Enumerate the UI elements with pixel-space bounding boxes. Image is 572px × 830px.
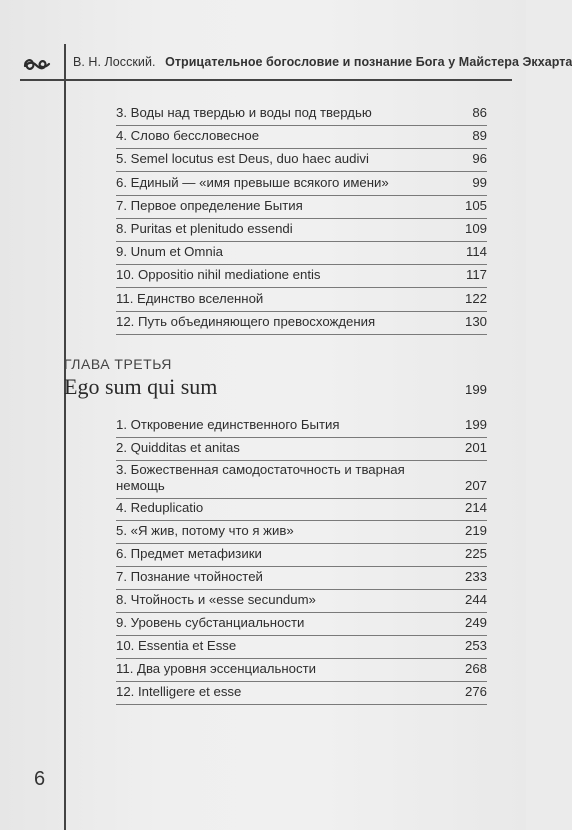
toc-divider <box>116 311 487 312</box>
toc-divider <box>116 195 487 196</box>
toc-entry <box>116 267 487 283</box>
toc-divider <box>116 704 487 705</box>
toc-divider <box>116 681 487 682</box>
toc-entry <box>116 592 487 608</box>
toc-entry-page: 268 <box>464 661 487 676</box>
toc-entry-label: 3. Божественная самодостаточность и тварная немощь <box>116 462 405 493</box>
header-author: В. Н. Лосский. <box>73 55 156 69</box>
toc-entry-label: 5. Semel locutus est Deus, duo haec audivi <box>116 151 369 166</box>
toc-entry-label: 7. Познание чтойностей <box>116 569 263 584</box>
toc-entry-label: 9. Уровень субстанциальности <box>116 615 305 630</box>
toc-divider <box>116 264 487 265</box>
toc-entry-page: 89 <box>472 128 487 143</box>
toc-entry <box>116 128 487 144</box>
toc-entry-page: 225 <box>464 546 487 561</box>
toc-entry-page: 99 <box>472 175 487 190</box>
toc-entry-label: 2. Quidditas et anitas <box>116 440 240 455</box>
toc-entry-page: 117 <box>465 267 487 282</box>
toc-entry <box>116 638 487 654</box>
header-rule <box>20 79 512 81</box>
toc-divider <box>116 658 487 659</box>
toc-entry-page: 86 <box>472 105 487 120</box>
toc-entry <box>116 440 487 456</box>
toc-entry-label: 11. Единство вселенной <box>116 291 264 306</box>
toc-entry-page: 109 <box>464 221 487 236</box>
toc-entry <box>116 523 487 539</box>
toc-entry-page: 244 <box>464 592 487 607</box>
toc-entry-label: 4. Reduplicatio <box>116 500 204 515</box>
toc-entry-label: 8. Чтойность и «esse secundum» <box>116 592 316 607</box>
toc-entry-page: 219 <box>464 523 487 538</box>
toc-entry <box>116 151 487 167</box>
toc-entry-label: 12. Путь объединяющего превосхождения <box>116 314 376 329</box>
toc-divider <box>116 287 487 288</box>
margin-rule <box>64 44 66 830</box>
toc-divider <box>116 334 487 335</box>
toc-entry-page: 201 <box>464 440 487 455</box>
toc-entry <box>116 417 487 433</box>
toc-entry-label: 10. Oppositio nihil mediatione entis <box>116 267 321 282</box>
toc-entry <box>116 314 487 330</box>
toc-divider <box>116 543 487 544</box>
toc-divider <box>116 171 487 172</box>
toc-entry <box>116 684 487 700</box>
toc-divider <box>116 520 487 521</box>
toc-entry <box>116 105 487 121</box>
toc-entry-label: 5. «Я жив, потому что я жив» <box>116 523 294 538</box>
toc-entry-label: 7. Первое определение Бытия <box>116 198 303 213</box>
toc-entry-label: 4. Слово бессловесное <box>116 128 260 143</box>
toc-entry-page: 122 <box>464 291 487 306</box>
toc-entry-page: 114 <box>465 244 487 259</box>
toc-entry-label: 1. Откровение единственного Бытия <box>116 417 340 432</box>
toc-divider <box>116 498 487 499</box>
toc-divider <box>116 566 487 567</box>
running-header <box>73 55 572 69</box>
toc-divider <box>116 437 487 438</box>
toc-divider <box>116 218 487 219</box>
toc-entry-label: 3. Воды над твердью и воды под твердью <box>116 105 372 120</box>
toc-entry-page: 276 <box>464 684 487 699</box>
toc-entry <box>116 569 487 585</box>
toc-divider <box>116 148 487 149</box>
toc-entry-label: 6. Предмет метафизики <box>116 546 262 561</box>
toc-entry-page: 233 <box>464 569 487 584</box>
toc-entry <box>116 546 487 562</box>
toc-entry-page: 105 <box>464 198 487 213</box>
toc-entry-page: 214 <box>464 500 487 515</box>
toc-entry-label: 12. Intelligere et esse <box>116 684 242 699</box>
toc-entry-label: 9. Unum et Omnia <box>116 244 224 259</box>
chapter-heading <box>64 374 487 400</box>
toc-divider <box>116 635 487 636</box>
toc-entry-page: 199 <box>464 417 487 432</box>
chapter-page-number: 199 <box>464 382 487 397</box>
toc-entry <box>116 244 487 260</box>
toc-entry-page: 253 <box>464 638 487 653</box>
toc-entry-label: 11. Два уровня эссенциальности <box>116 661 316 676</box>
publisher-logo-icon <box>22 52 52 74</box>
toc-divider <box>116 241 487 242</box>
toc-entry-page: 130 <box>464 314 487 329</box>
chapter-label: ГЛАВА ТРЕТЬЯ <box>64 356 172 372</box>
toc-entry-page: 96 <box>472 151 487 166</box>
toc-entry <box>116 175 487 191</box>
toc-entry <box>116 198 487 214</box>
toc-divider <box>116 125 487 126</box>
toc-entry <box>116 462 487 494</box>
toc-entry <box>116 661 487 677</box>
toc-entry-label: 10. Essentia et Esse <box>116 638 237 653</box>
toc-divider <box>116 612 487 613</box>
toc-entry-label: 8. Puritas et plenitudo essendi <box>116 221 293 236</box>
page-number: 6 <box>34 768 46 790</box>
toc-entry-page: 249 <box>464 615 487 630</box>
toc-divider <box>116 460 487 461</box>
toc-entry <box>116 221 487 237</box>
header-title: Отрицательное богословие и познание Бога у Майстера Экхарта <box>165 55 572 69</box>
toc-entry <box>116 615 487 631</box>
chapter-title: Ego sum qui sum <box>64 374 218 399</box>
toc-entry-page: 207 <box>464 478 487 493</box>
toc-entry <box>116 291 487 307</box>
toc-entry-label: 6. Единый — «имя превыше всякого имени» <box>116 175 389 190</box>
toc-entry <box>116 500 487 516</box>
toc-divider <box>116 589 487 590</box>
